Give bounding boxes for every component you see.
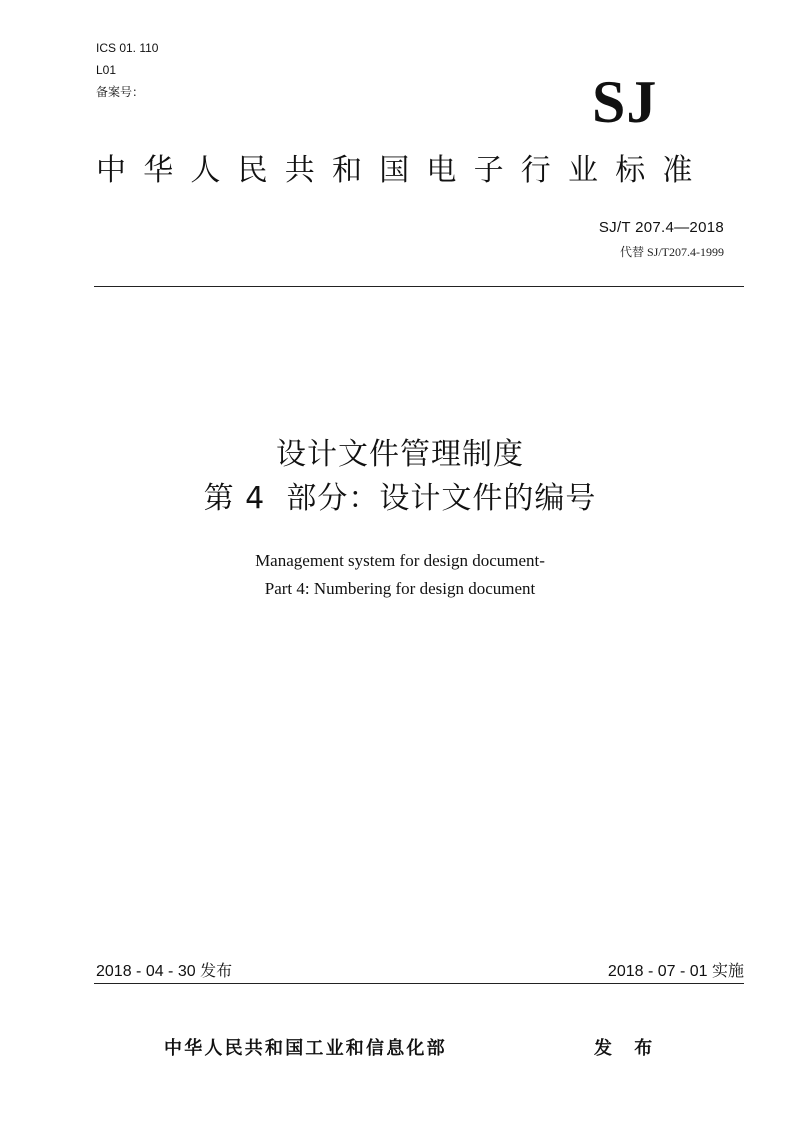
issuing-authority: 中华人民共和国工业和信息化部: [164, 1038, 447, 1059]
record-number-label: 备案号：: [96, 85, 145, 99]
issue-date: 2018 - 04 - 30 发布: [96, 963, 233, 980]
implementation-date: 2018 - 07 - 01 实施: [607, 963, 744, 980]
document-title-zh-line1: 设计文件管理制度: [276, 437, 524, 472]
standard-number: SJ/T 207.4—2018: [598, 219, 724, 236]
bottom-divider: [94, 983, 744, 984]
document-title-zh-line2: 第 4 部分：设计文件的编号: [203, 481, 597, 516]
sj-logo: SJ: [592, 69, 658, 135]
classification-code: L01: [96, 63, 117, 77]
publish-label: 发 布: [594, 1038, 661, 1059]
replaces-note: 代替 SJ/T207.4-1999: [619, 245, 724, 259]
ics-code: ICS 01. 110: [96, 41, 159, 55]
top-divider: [94, 286, 744, 287]
document-title-en-line2: Part 4: Numbering for design document: [264, 579, 536, 598]
standard-title: 中华人民共和国电子行业标准: [96, 153, 710, 188]
document-title-en-line1: Management system for design document-: [255, 551, 545, 570]
